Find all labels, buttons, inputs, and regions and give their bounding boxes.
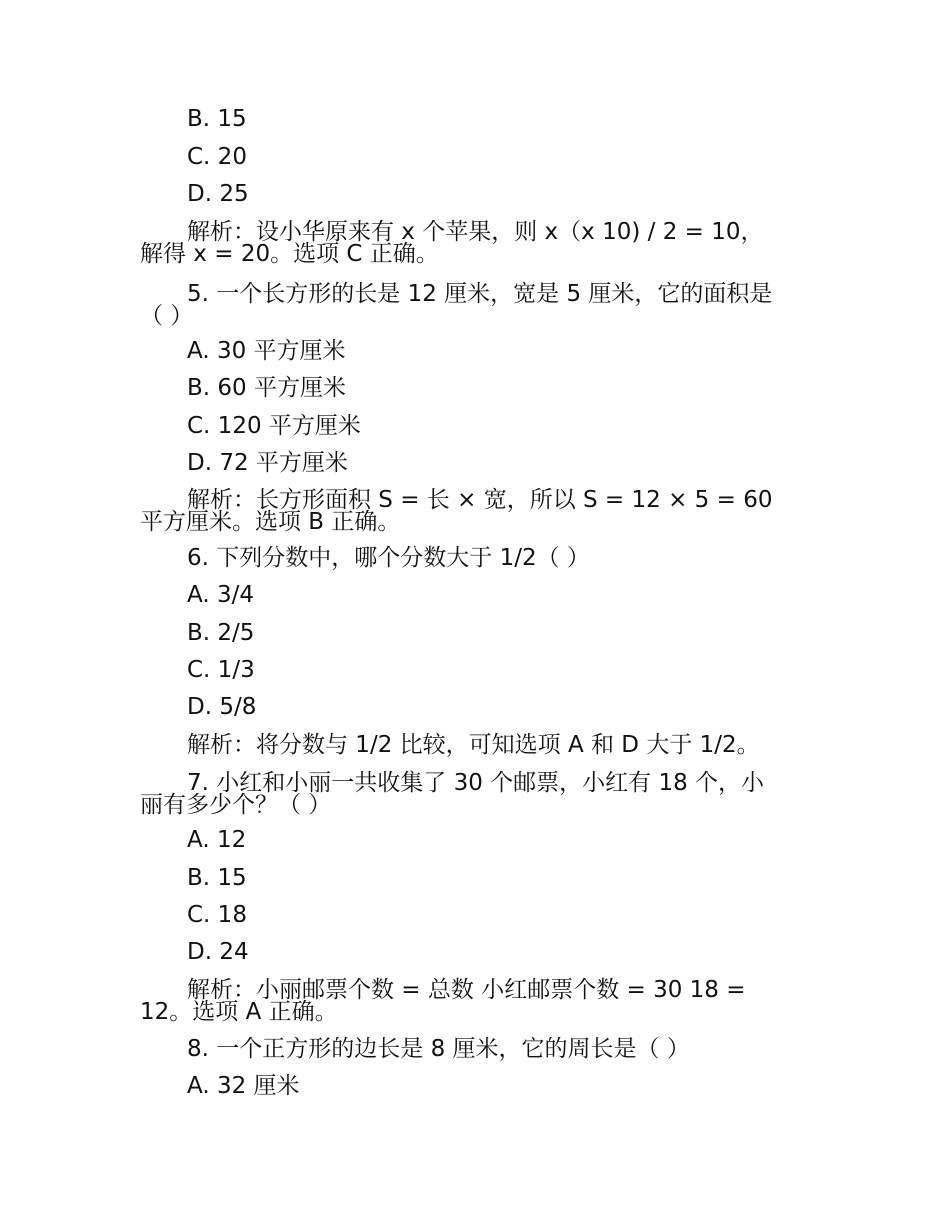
question-7: 7. 小红和小丽一共收集了 30 个邮票，小红有 18 个，小	[187, 770, 765, 796]
option-b: B. 15	[187, 106, 247, 132]
option-a: A. 3/4	[187, 582, 254, 608]
question-7-continued: 丽有多少个？（ ）	[140, 792, 332, 818]
explanation-continued: 平方厘米。选项 B 正确。	[140, 509, 401, 535]
explanation-continued: 解得 x = 20。选项 C 正确。	[140, 241, 439, 267]
question-6: 6. 下列分数中，哪个分数大于 1/2（ ）	[187, 545, 590, 571]
option-c: C. 1/3	[187, 657, 255, 683]
option-a: A. 12	[187, 827, 247, 853]
option-d: D. 5/8	[187, 694, 257, 720]
explanation: 解析：小丽邮票个数 = 总数 小红邮票个数 = 30 18 =	[187, 977, 746, 1003]
option-d: D. 24	[187, 939, 249, 965]
option-c: C. 20	[187, 144, 247, 170]
option-a: A. 32 厘米	[187, 1073, 300, 1099]
option-c: C. 120 平方厘米	[187, 413, 361, 439]
option-d: D. 72 平方厘米	[187, 450, 348, 476]
option-d: D. 25	[187, 181, 249, 207]
explanation: 解析：将分数与 1/2 比较，可知选项 A 和 D 大于 1/2。	[187, 732, 760, 758]
option-c: C. 18	[187, 902, 247, 928]
explanation: 解析：长方形面积 S = 长 × 宽，所以 S = 12 × 5 = 60	[187, 487, 773, 513]
option-b: B. 15	[187, 865, 247, 891]
option-a: A. 30 平方厘米	[187, 338, 346, 364]
question-8: 8. 一个正方形的边长是 8 厘米，它的周长是（ ）	[187, 1036, 690, 1062]
option-b: B. 2/5	[187, 620, 255, 646]
option-b: B. 60 平方厘米	[187, 375, 346, 401]
question-5: 5. 一个长方形的长是 12 厘米，宽是 5 厘米，它的面积是	[187, 281, 773, 307]
explanation: 解析：设小华原来有 x 个苹果，则 x（x 10) / 2 = 10，	[187, 219, 764, 245]
question-5-continued: （ ）	[140, 303, 194, 329]
explanation-continued: 12。选项 A 正确。	[140, 999, 338, 1025]
